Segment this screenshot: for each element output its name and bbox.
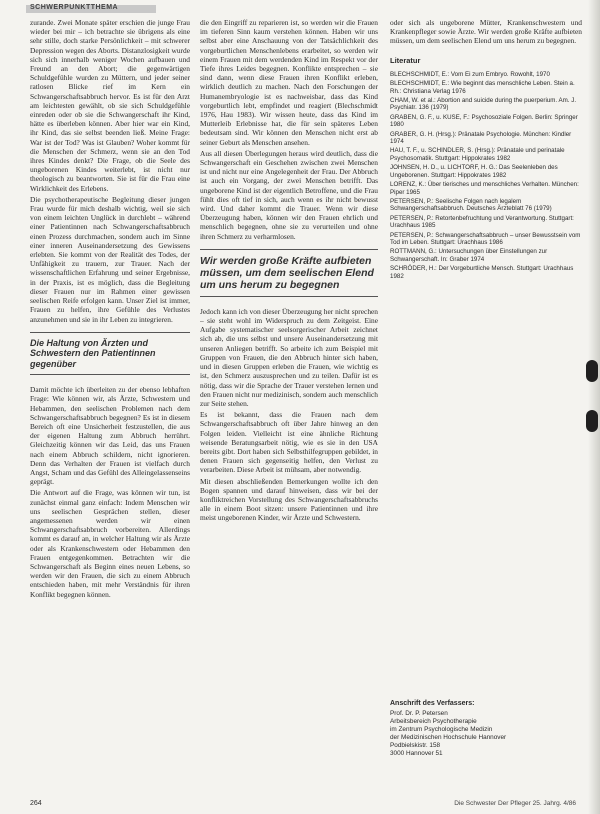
address-line: Prof. Dr. P. Petersen [390, 710, 448, 717]
binder-ring [586, 410, 598, 432]
column-1 [30, 18, 190, 778]
paragraph: Es ist bekannt, dass die Frauen nach dem Schwangerschaftsabbruch oft über Jahre hinweg an den Folgen leiden. Vielleicht ist eine ähnliche Richtung weisende Beratungsarbeit nötig, wie es sie in den USA bereits gibt. Dort haben sich Selbsthilfegruppen gebildet, in denen Frauen sich gegenseitig helfen, den Verlust zu verarbeiten. Diese Arbeit ist mühsam, aber notwendig. [200, 410, 378, 475]
reference-item: SCHRÖDER, H.: Der Vorgeburtliche Mensch. Stuttgart: Urachhaus 1982 [390, 265, 574, 280]
reference-item: GRABER, G. H. (Hrsg.): Pränatale Psychologie. München: Kindler 1974 [390, 130, 572, 146]
binder-ring [586, 360, 598, 382]
reference-item: ROTTMANN, G.: Untersuchungen über Einstellungen zur Schwangerschaft. In: Graber 1974 [390, 248, 548, 263]
pull-quote-heading: Wir werden große Kräfte aufbieten müssen, um dem seelischen Elend um uns herum zu begegnen [200, 249, 378, 297]
section-label: SCHWERPUNKTTHEMA [30, 4, 119, 11]
address-line: der Medizinischen Hochschule Hannover [390, 734, 507, 741]
paragraph: Die Antwort auf die Frage, was können wir tun, ist zunächst einmal ganz einfach: Indem Menschen wir uns seelischen Gesprächen stellen, dieser angemessenen werden wir einen Schwangerschaftsabbruch vorbereiten. Allerdings kommt es darauf an, in welcher Haltung wir als Ärzte oder als Krankenschwestern oder Hebammen den Frauen entgegenkommen. Betrachten wir die Schwangerschaft als Beginn eines neuen Lebens, so werden wir den Frauen, die sich zu einem Abbruch entschieden haben, mit mehr Verständnis für ihren Konflikt begegnen können. [30, 488, 190, 599]
paragraph: die den Eingriff zu reparieren ist, so werden wir die Frauen im tieferen Sinn kaum verstehen können. Haben wir uns selbst aber eine Anschauung von der Tatsächlichkeit des vorgeburtlichen Menschenlebens erarbeitet, so werden wir einem Frauen mit dem werdenden Kind im Respekt vor der Tiefe ihres Leides begegnen. Konflikte entsprechen – sie sind dann, wenn diese Frauen ihren Konflikt erleben, wirklich deutlich zu machen. Nach den Forschungen der Humanembryologie ist es nachweisbar, dass das Kind vorgeburtlich lebt, empfindet und reagiert (Blechschmidt 1976, Hau 1983). Wir wissen heute, dass das Kind im Mutterleib Erlebnisse hat, die für sein späteres Leben bedeutsam sind. Wir können den Menschen nicht erst ab seiner Geburt als Menschen ansehen. [200, 18, 378, 147]
paragraph: Mit diesen abschließenden Bemerkungen wollte ich den Bogen spannen und darauf hinweisen, dass wir bei der konfliktreichen Vorstellung des Schwangerschaftsabbruchs alle in einem Boot sitzen: unsere Patientinnen und ihre meist ungeborenen Kinder, wir Ärzte und Schwestern. [200, 476, 378, 523]
address-line: Arbeitsbereich Psychotherapie [390, 718, 477, 725]
reference-item: PETERSEN, P.: Seelische Folgen nach legalem Schwangerschaftsabbruch. Deutsches Ärzteblatt 76 (1979) [390, 197, 552, 213]
literature-title: Literatur [390, 55, 421, 65]
reference-item: BLECHSCHMIDT, E.: Vom Ei zum Embryo. Rowohlt, 1970 [390, 70, 550, 78]
paragraph: Damit möchte ich überleiten zu der ebenso lebhaften Frage: Wie können wir, als Ärzte, Schwestern und Hebammen, den seelischen Problemen nach dem Schwangerschaftsabbruch begegnen? Es ist in diesem Bereich oft eine Unsicherheit festzustellen, die aus der eigenen Haltung zum Abbruch herrührt. Gleichzeitig können wir das Leid, das uns Frauen nach einem Abbruch schildern, nicht ignorieren. Denn das Verhalten der Frauen ist vielfach durch Angst, Scham und das Gefühl des Alleingelassenseins geprägt. [30, 385, 190, 487]
paragraph: oder sich als ungeborene Mütter, Krankenschwestern und Krankenpfleger sowie Ärzte. Wir werden große Kräfte aufbieten müssen, um dem seelischen Elend um uns herum zu begegnen. [390, 18, 582, 46]
page-number: 264 [30, 800, 42, 807]
reference-item: GRABEN, G. F., u. KUSE, F.: Psychosoziale Folgen. Berlin: Springer 1980 [390, 113, 578, 129]
column-3 [390, 18, 582, 778]
paragraph: Aus all diesen Überlegungen heraus wird deutlich, dass die Schwangerschaft ein Geschehen zwischen zwei Menschen ist und nicht nur eine Angelegenheit der Frau. Der Abbruch ist auch ein Vorgang, der zwei Menschen betrifft. Das ungeborene Kind ist der eigentlich Betroffene, und die Frau fühlt dies oft tief in sich, auch wenn es ihr nicht bewusst wird. Und daher kommt die Trauer. Wenn wir diese Überzeugung haben, können wir den Frauen ehrlich und menschlich begegnen, ohne sie zu verurteilen und ohne ihren Schmerz zu verharmlosen. [200, 148, 378, 241]
author-address-block [390, 700, 560, 758]
page-edge-shadow [588, 0, 600, 814]
reference-item: PETERSEN, P.: Retortenbefruchtung und Verantwortung. Stuttgart: Urachhaus 1985 [390, 214, 574, 230]
column-2 [200, 18, 378, 778]
paragraph: zurande. Zwei Monate später erschien die junge Frau wieder bei mir – ich betrachte sie übrigens als eine sehr stille, doch starke Persönlichkeit – mit schwerer Depression wegen des Aborts. Distanzlosigkeit wurde sich sich innerhalb weniger Wochen aufbauen und Freund an den Abort; die gegenwärtigen Schuldgefühle wurden zu Müttern, und jeder seiner ratlosen Blicke rief im Kern ein Schwangerschaftsabbruch hervor. Es ist für den Arzt am leichtesten gewählt, ob sie sich Schuldgefühle einreden oder ob sie die Schwangerschaft ihr Kind, hätte es überleben können. Aber hier war ein Kind, ihr Kind, das sie selbst beenden ließ. Meine Frage: War ist der Tod? Was ist Glauben? Woher kommt für die Menschen der Schmerz, wenn sie an den Tod ihres Kindes denkt? Die Frage, ob die Seele des ungeborenen Kindes weiterlebt, ist nicht nur theologisch zu beantworten. Sie ist für die Frau eine Wirklichkeit des Erlebens. [30, 18, 190, 193]
reference-item: HAU, T. F., u. SCHINDLER, S. (Hrsg.): Pränatale und perinatale Psychosomatik. Stuttgart: Hippokrates 1982 [390, 147, 565, 162]
address-line: Podbielskistr. 158 [390, 742, 441, 749]
author-address-title: Anschrift des Verfassers: [390, 700, 475, 707]
address-line: 3000 Hannover 51 [390, 750, 443, 757]
reference-item: CHAM, W. et al.: Abortion and suicide during the puerperium. Am. J. Psychiatr. 136 (1979) [390, 97, 577, 112]
reference-item: LORENZ, K.: Über tierisches und menschliches Verhalten. München: Piper 1965 [390, 181, 579, 196]
reference-item: BLECHSCHMIDT, E.: Wie beginnt das menschliche Leben. Stein a. Rh.: Christiana Verlag 1976 [390, 80, 575, 95]
journal-footer: Die Schwester Der Pfleger 25. Jahrg. 4/86 [454, 800, 576, 807]
reference-list [390, 71, 582, 280]
reference-item: JOHNSEN, H. D., u. LICHTORF, H. G.: Das Seelenleben des Ungeborenen. Stuttgart: Hippokrates 1982 [390, 164, 558, 179]
section-heading: Die Haltung von Ärzten und Schwestern den Patientinnen gegenüber [30, 332, 190, 376]
reference-item: PETERSEN, P.: Schwangerschaftsabbruch – unser Bewusstsein vom Tod im Leben. Stuttgart: Urachhaus 1986 [390, 231, 581, 246]
paragraph: Jedoch kann ich von dieser Überzeugung her nicht sprechen – sie steht wohl im Widerspruch zu dem Zeitgeist. Eine Aufgabe systematischer seelsorgerischer Arbeit zeichnet sich ab, die uns selbst und unsere Auseinandersetzung mit unseren Anliegen betrifft. So arbeite ich zum Beispiel mit Gruppen von Frauen, die den Abbruch hinter sich haben, und in diesen Gruppen erleben die Frauen, wie wichtig es ist, den Schmerz auszusprechen und zu teilen. Dafür ist es nötig, dass wir die Sprache der Trauer verstehen lernen und den Frauen nicht nur medizinisch, sondern auch menschlich zur Seite stehen. [200, 306, 378, 408]
address-line: im Zentrum Psychologische Medizin [390, 726, 493, 733]
paragraph: Die psychotherapeutische Begleitung dieser jungen Frau wurde für mich deshalb wichtig, weil sie sich von einem leichten Unglück in durchlebt – während einer Patientinnen nach Schwangerschaftsabbruch einen Prozess durchmachen, sondern auch im Sinne einer inneren Auseinandersetzung des Gewissens erlebten. Sie kommt von der Realität des Todes, der Unfähigkeit zu trauern, zur Trauer. Nach der wissenschaftlichen Erfahrung und seiner Ergebnisse, in der Praxis, ist es möglich, dass die Begleitung dieser Frauen nur im Rahmen einer gewissen seelischen Reife erfolgen kann. Unser Ziel ist immer, Frauen zu helfen, ihre Gefühle des Verlustes anzunehmen und sie in ihr Leben zu integrieren. [30, 194, 190, 324]
